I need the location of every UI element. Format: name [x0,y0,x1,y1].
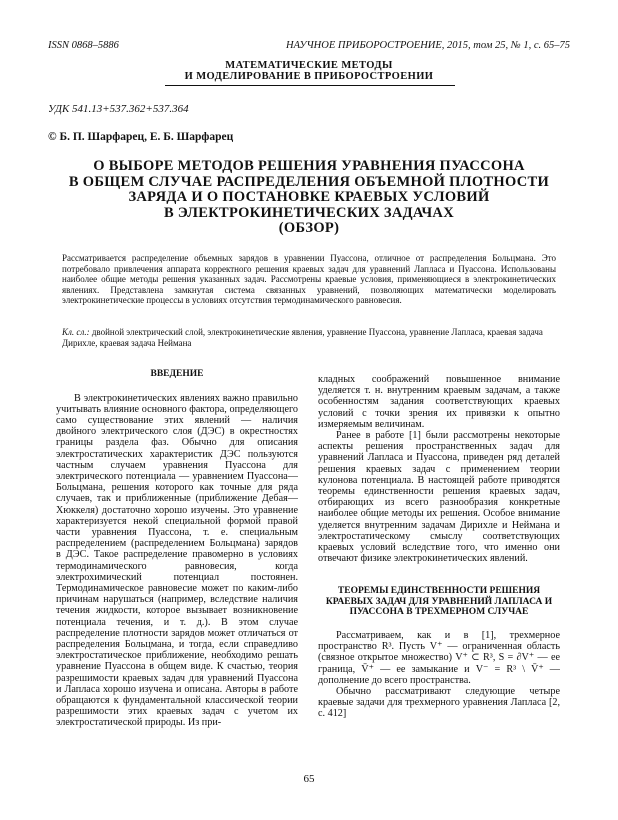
journal-section [0,60,618,82]
introduction-heading: ВВЕДЕНИЕ [150,369,204,379]
title-line-2: В ОБЩЕМ СЛУЧАЕ РАСПРЕДЕЛЕНИЯ ОБЪЕМНОЙ ПЛОТНОСТИ [68,173,550,190]
title-line-1: О ВЫБОРЕ МЕТОДОВ РЕШЕНИЯ УРАВНЕНИЯ ПУАССОНА [93,158,525,174]
paragraph: Обычно рассматривают следующие четыре краевые задачи для трехмерного уравнения Лапласа [2, с. 412] [318,685,560,720]
right-column [318,374,560,720]
udk-code: УДК 541.13+537.362+537.364 [48,103,189,115]
keywords [62,327,556,348]
paragraph: кладных соображений повышенное внимание уделяется т. н. внутренним краевым задачам, а также особенностям задания соответствующих краевых условий с точки зрения их привязки к опытно измеряемым величинам. [318,374,560,430]
keywords-label: Кл. сл.: [62,327,90,337]
left-column [56,369,298,729]
title-line-3: ЗАРЯДА И О ПОСТАНОВКЕ КРАЕВЫХ УСЛОВИЙ [128,189,490,205]
theorems-heading: ТЕОРЕМЫ ЕДИНСТВЕННОСТИ РЕШЕНИЯ КРАЕВЫХ ЗАДАЧ ДЛЯ УРАВНЕНИЙ ЛАПЛАСА И ПУАССОНА В ТРЕХМЕРНОМ СЛУЧАЕ [325,586,553,618]
section-divider [165,85,455,86]
keywords-text: двойной электрический слой, электрокинетические явления, уравнение Пуассона, уравнение Лапласа, краевая задача Дирихле, краевая задача Неймана [62,327,543,348]
paragraph: Ранее в работе [1] были рассмотрены некоторые аспекты решения пространственных задач для уравнений Лапласа и Пуассона, приведен ряд деталей решения краевых задач с применением теории кулонова потенциала. В настоящей работе приводятся теоремы единственности решения краевых задач, отбирающих из всего разнообразия конкретные наиболее общие методы их решения. Особое внимание уделяется внутренним задачам Дирихле и Неймана и электростатическому смыслу соответствующих краевых условий вследствие того, что именно они отвечают физике электрокинетических явлений. [318,430,560,565]
journal-reference: НАУЧНОЕ ПРИБОРОСТРОЕНИЕ, 2015, том 25, № 1, c. 65–75 [286,40,570,51]
authors: © Б. П. Шарфарец, Е. Б. Шарфарец [48,131,234,143]
title-line-5: (ОБЗОР) [278,220,340,236]
issn: ISSN 0868–5886 [48,40,119,51]
paragraph: Рассматриваем, как и в [1], трехмерное пространство R³. Пусть V⁺ — ограниченная область (связное открытое множество) V⁺ ⊂ R³, S = ∂V⁺ — ее граница, V̄⁺ — ее замыкание и V⁻ = R³ \ V̄⁺ — дополнение до всего пространства. [318,629,560,686]
page-number: 65 [303,773,315,785]
running-header [48,40,570,51]
section-line-1: МАТЕМАТИЧЕСКИЕ МЕТОДЫ [225,60,393,71]
title-line-4: В ЭЛЕКТРОКИНЕТИЧЕСКИХ ЗАДАЧАХ [164,204,454,221]
paragraph: В электрокинетических явлениях важно правильно учитывать влияние основного фактора, определяющего само существование этих явлений — наличия двойного электрического слоя (ДЭС) в окрестностях границы раздела фаз. Обычно для описания электростатических характеристик ДЭС пользуются частным случаем уравнения Пуассона для электрического потенциала — уравнением Пуассона—Больцмана, решения которого как точные для ряда случаев, так и приближенные (приближение Дебая—Хюккеля) достаточно хорошо изучены. Это уравнение характеризуется некой специальной формой правой части уравнения Пуассона, т. е. специальным распределением (распределением Больцмана) зарядов в ДЭС. Такое распределение правомерно в условиях термодинамического равновесия, когда электрохимический потенциал постоянен. Термодинамическое равновесие может по каким-либо причинам нарушаться (например, вследствие наличия течения жидкости, которое вызывает возникновение потенциала течения, и т. д.). В этом случае распределение плотности зарядов может отличаться от распределения Больцмана, и тогда, если справедливо электростатическое приближение, необходимо решать уравнение Пуассона в общем виде. К счастью, теория разрешимости краевых задач для уравнений Пуассона и Лапласа хорошо изучена и описана. Авторы в работе обращаются к фундаментальной классической теории разрешимости этих краевых задач с учетом их электростатической природы. Из при- [56,392,298,729]
abstract: Рассматривается распределение объемных зарядов в уравнении Пуассона, отличное от распределения Больцмана. Это потребовало привлечения аппарата корректного решения краевых задач для уравнений Лапласа и Пуассона. Использованы наиболее общие методы решения указанных задач. Рассмотрены краевые условия, применяющиеся в электрокинетических явлениях. Представлена замкнутая система связанных уравнений, позволяющих математически моделировать электрокинетические процессы в условиях отсутствия термодинамического равновесия. [62,253,556,305]
article-title [40,159,578,237]
section-line-2: И МОДЕЛИРОВАНИЕ В ПРИБОРОСТРОЕНИИ [184,71,434,82]
section-spacer [318,564,560,586]
